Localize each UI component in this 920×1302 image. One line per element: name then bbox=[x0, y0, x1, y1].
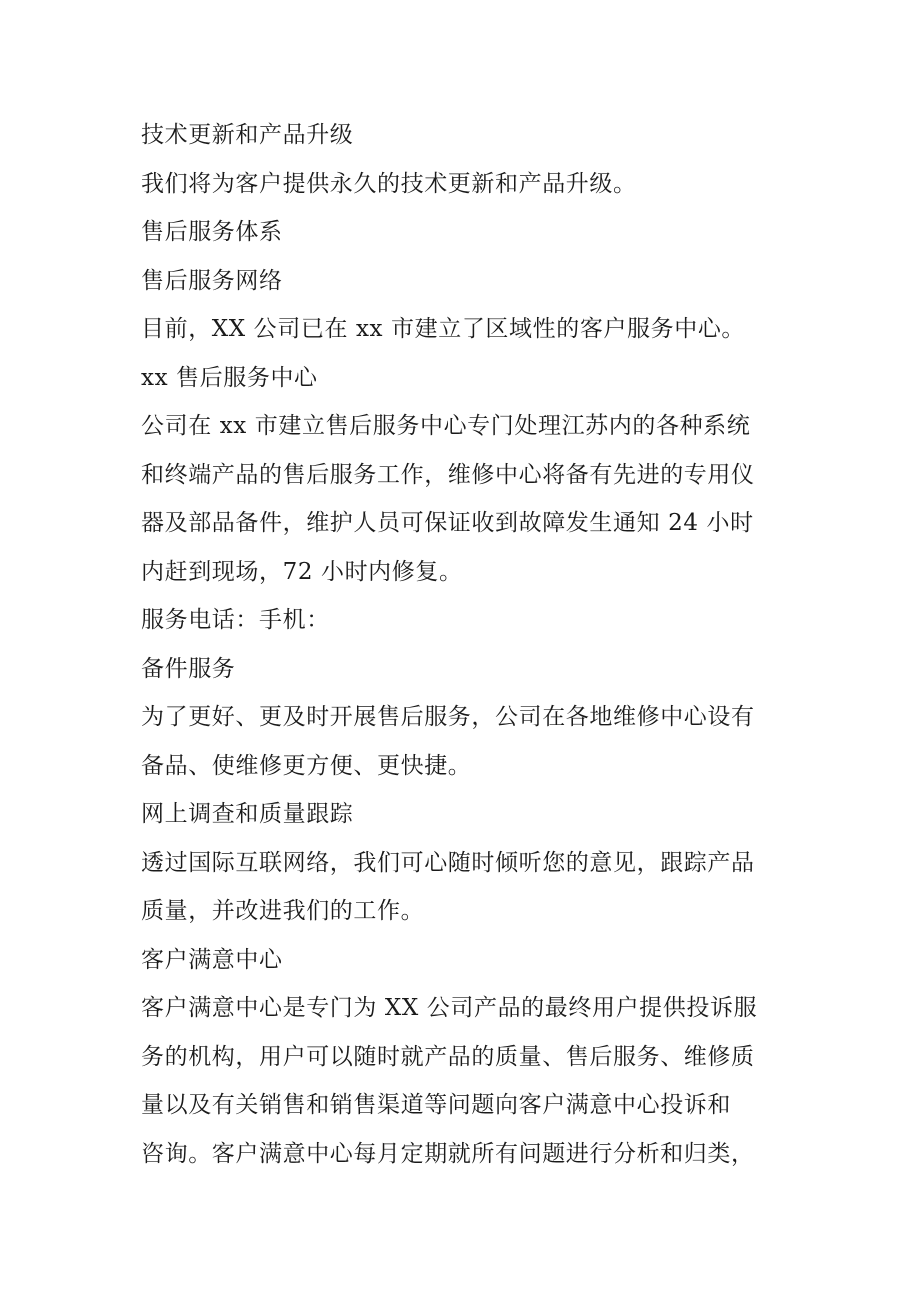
heading-spare-parts: 备件服务 bbox=[141, 655, 236, 682]
document-page bbox=[0, 111, 920, 1178]
paragraph-line: 务的机构，用户可以随时就产品的质量、售后服务、维修质 bbox=[141, 1043, 755, 1070]
paragraph-line: 为了更好、更及时开展售后服务，公司在各地维修中心设有 bbox=[141, 704, 755, 730]
paragraph-line: 器及部品备件，维护人员可保证收到故障发生通知 24 小时 bbox=[141, 510, 754, 536]
paragraph-line: 透过国际互联网络，我们可心随时倾听您的意见，跟踪产品 bbox=[141, 849, 755, 876]
paragraph-line: 和终端产品的售后服务工作，维修中心将备有先进的专用仪 bbox=[141, 461, 755, 488]
heading-after-sales-system: 售后服务体系 bbox=[141, 219, 283, 245]
heading-customer-satisfaction: 客户满意中心 bbox=[141, 946, 283, 973]
service-phone-line: 服务电话：手机： bbox=[141, 607, 330, 633]
paragraph-line: 量以及有关销售和销售渠道等问题向客户满意中心投诉和 bbox=[141, 1092, 731, 1118]
heading-after-sales-network: 售后服务网络 bbox=[141, 267, 283, 294]
paragraph-line: 公司在 xx 市建立售后服务中心专门处理江苏内的各种系统 bbox=[141, 413, 751, 439]
paragraph-line: 目前，XX 公司已在 xx 市建立了区域性的客户服务中心。 bbox=[141, 316, 746, 342]
paragraph-line: 内赶到现场，72 小时内修复。 bbox=[141, 558, 463, 585]
paragraph-line: 我们将为客户提供永久的技术更新和产品升级。 bbox=[141, 170, 637, 197]
heading-online-survey: 网上调查和质量跟踪 bbox=[141, 801, 354, 827]
paragraph-line: 咨询。客户满意中心每月定期就所有问题进行分析和归类， bbox=[141, 1140, 755, 1167]
paragraph-line: 客户满意中心是专门为 XX 公司产品的最终用户提供投诉服 bbox=[141, 995, 758, 1021]
paragraph-line: 质量，并改进我们的工作。 bbox=[141, 898, 425, 924]
paragraph-line: 备品、使维修更方便、更快捷。 bbox=[141, 752, 472, 779]
heading-after-sales-center: xx 售后服务中心 bbox=[141, 364, 318, 391]
heading-tech-update: 技术更新和产品升级 bbox=[141, 122, 354, 148]
